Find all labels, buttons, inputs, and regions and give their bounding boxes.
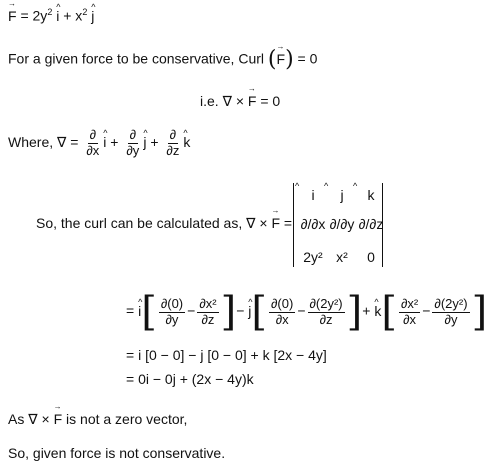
- conservative-condition: For a given force to be conservative, Curl (→ F) = 0: [8, 49, 317, 71]
- force-equation: → $F = 2y^2$ ^ $i + x^2$ ^ j: [8, 8, 94, 23]
- det-r3-c1: 2y²: [303, 249, 323, 265]
- ie-F: → F: [248, 94, 257, 108]
- curl-intro: So, the curl can be calculated as, ∇ × → F =: [36, 216, 292, 230]
- where-label: Where,: [8, 134, 54, 151]
- det-r1-c1: ^ i: [295, 187, 331, 203]
- det-r3-c2: x²: [336, 249, 348, 265]
- unit-i: ^ i: [56, 9, 59, 23]
- ie-nabla: ∇ ×: [222, 93, 245, 109]
- ie-label: i.e.: [200, 93, 219, 109]
- curl-expansion-3: = 0i − 0j + (2x − 4y)k: [126, 371, 254, 387]
- force-vector-symbol: → F: [8, 9, 17, 23]
- condition-text: For a given force to be conservative, Curl: [8, 50, 265, 67]
- det-r3-c3: 0: [367, 249, 375, 265]
- det-r1-c3: ^ k: [353, 187, 389, 203]
- nabla-eq: ∇ =: [57, 134, 79, 151]
- ie-equation: [200, 94, 280, 108]
- det-r2-c3: ∂/∂z: [358, 216, 384, 232]
- conclusion-line-2: So, given force is not conservative.: [8, 445, 226, 461]
- det-r2-c1: ∂/∂x: [300, 216, 326, 232]
- curl-intro-text: So, the curl can be calculated as,: [36, 215, 243, 231]
- det-r1-c2: ^ j: [324, 187, 360, 203]
- curl-F: → F: [277, 52, 286, 66]
- det-r2-c2: ∂/∂y: [329, 216, 355, 232]
- force-eq-part2: + x: [63, 7, 83, 24]
- unit-j: ^ j: [91, 9, 94, 23]
- conclusion-line-1: As ∇ × → F is not a zero vector,: [8, 412, 187, 426]
- condition-rest: = 0: [297, 50, 318, 67]
- nabla-definition: Where, ∇ = $\frac{\partial}{\partial x}$ ^ i + $\frac{\partial}{\partial y}$ ^ j + $\frac{\partial}{\partial z}$ ^ k: [8, 128, 190, 159]
- curl-expansion-2: = i [0 − 0] − j [0 − 0] + k [2x − 4y]: [126, 347, 327, 363]
- curl-expansion-1: = ^ i[ $\frac{\partial(0)}{\partial y}$ − $\frac{\text{∂x²}}{\partial z}$ ]− ^ j[ $\frac{\partial(0)}{\partial x}$ − $\frac{\text{∂(2y²)}}{\partial z}$ ]+ ^ k[ $\frac{\text{∂x²}}{\partial x}$ − $\frac{\text{∂(2y²)}}{\partial y}$ ]: [126, 292, 487, 332]
- ie-rest: = 0: [260, 93, 281, 109]
- force-eq-part1: = 2y: [20, 7, 48, 24]
